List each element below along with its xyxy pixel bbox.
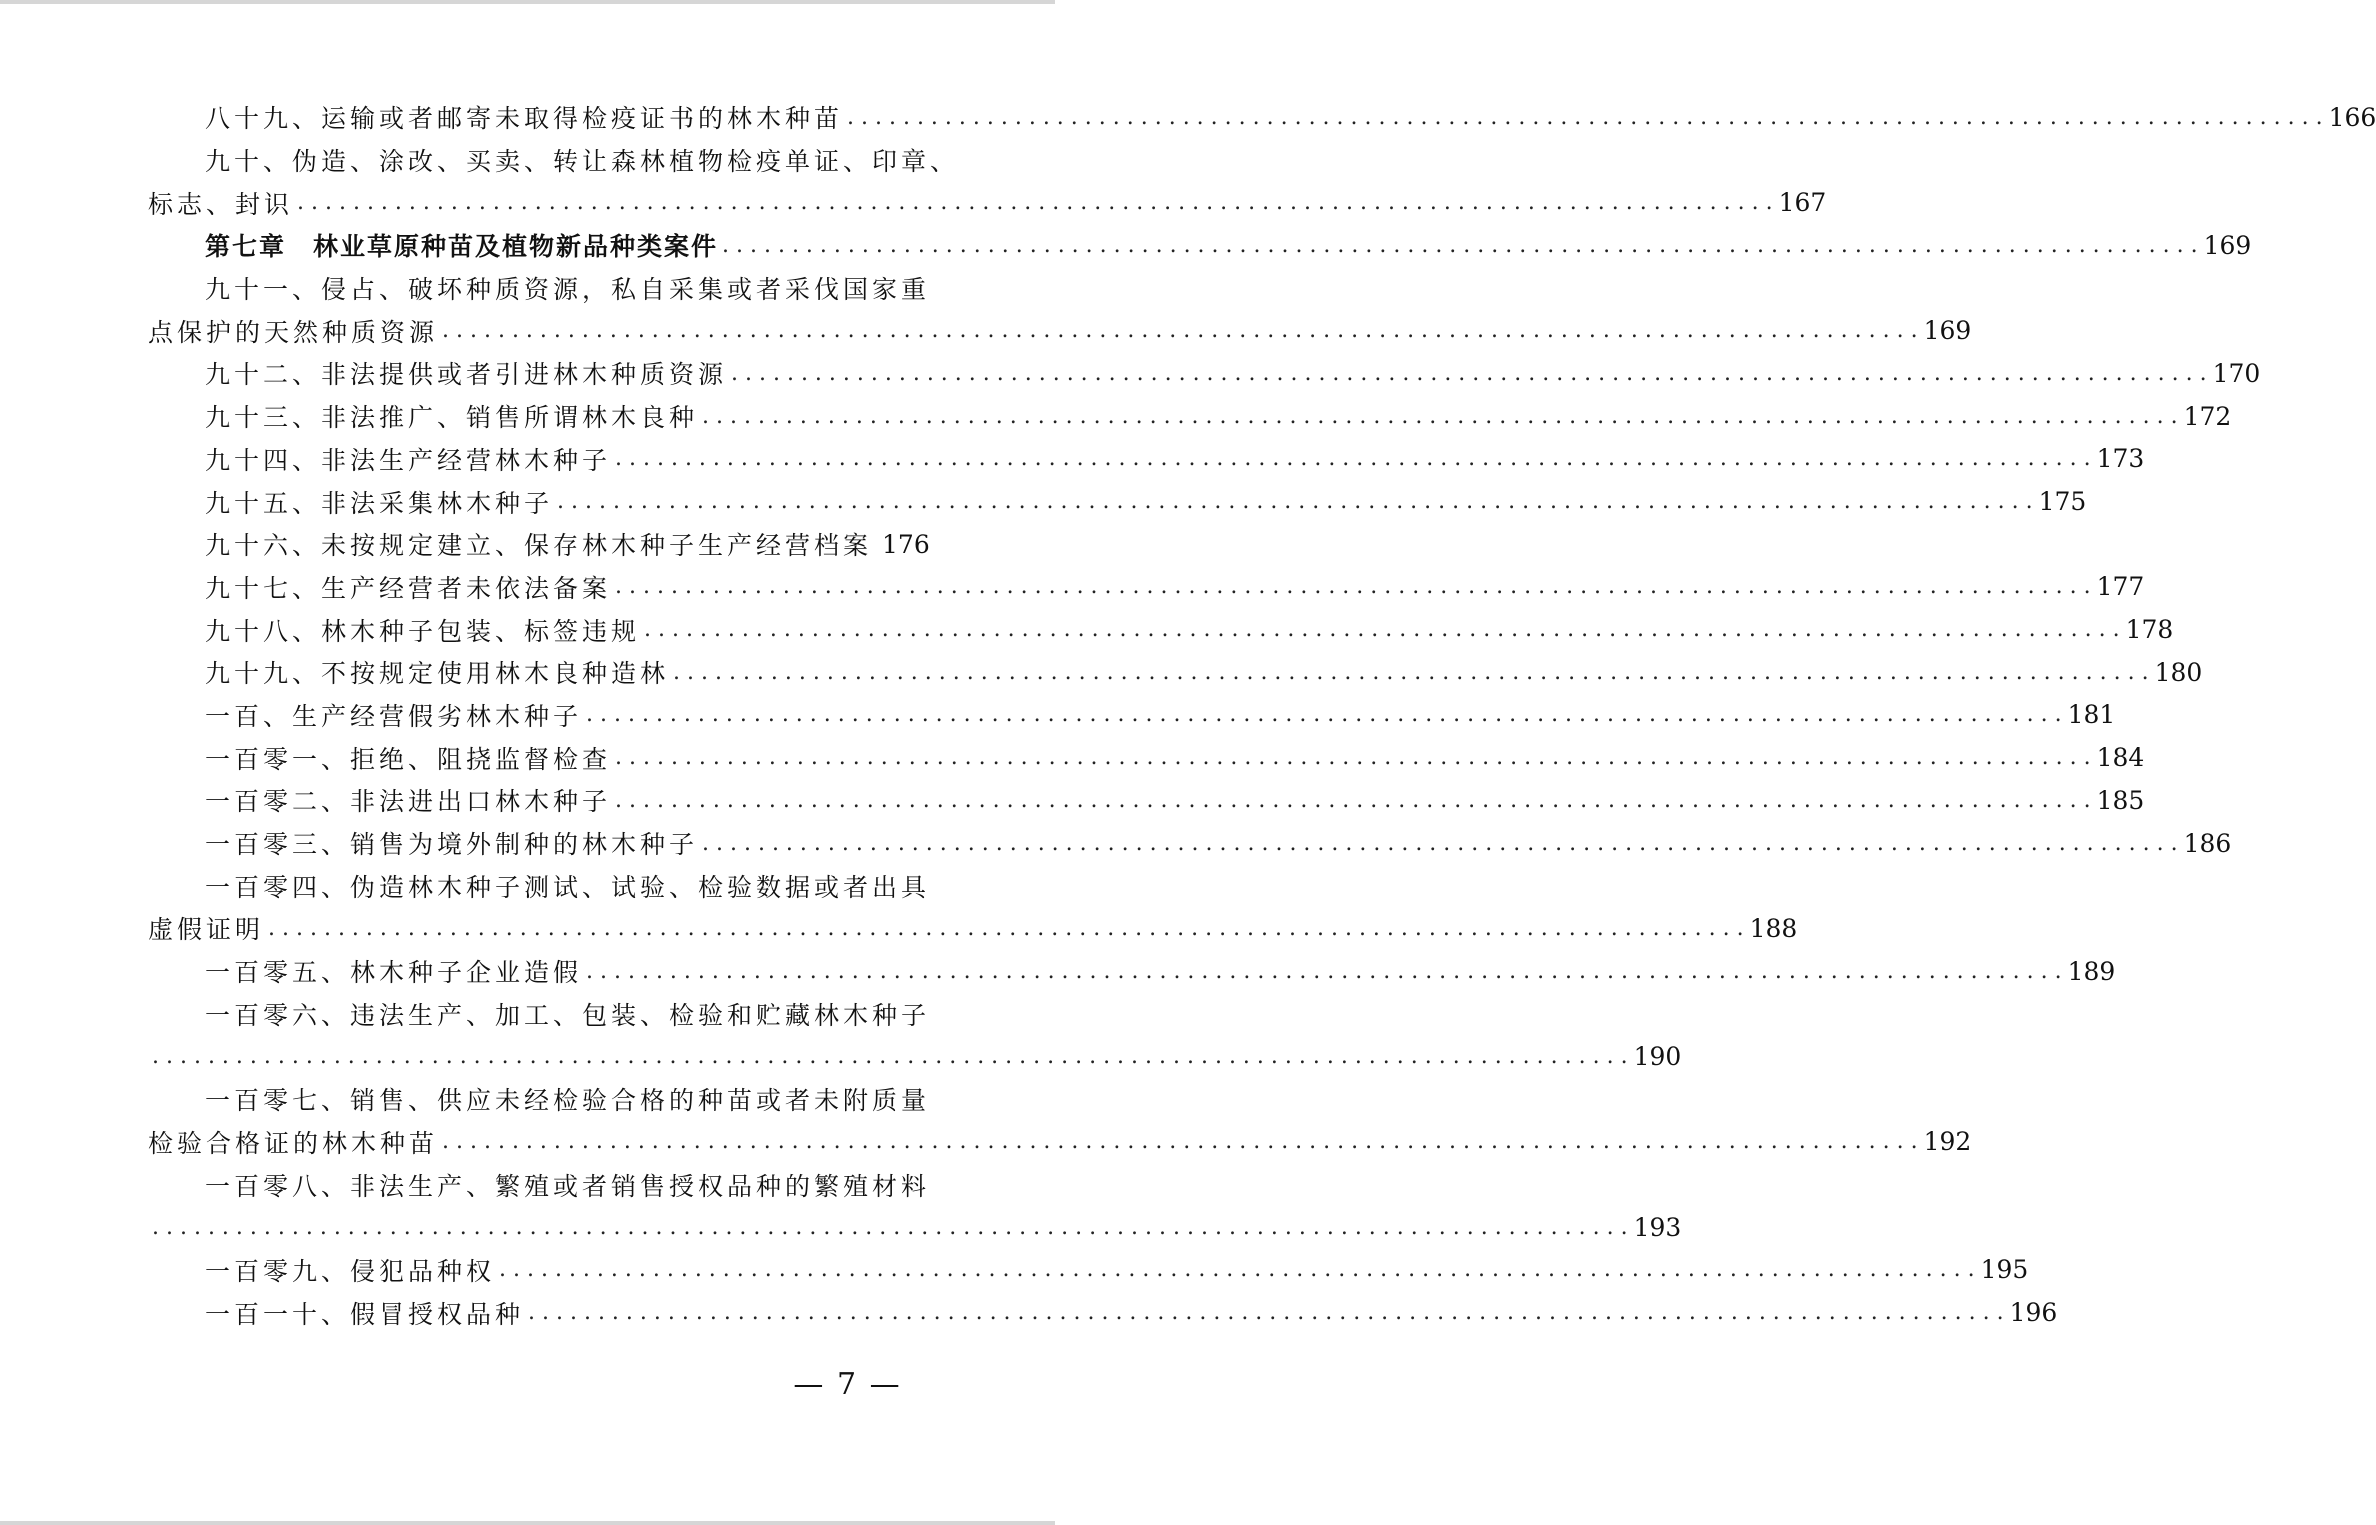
toc-entry-title: 一百零四、伪造林木种子测试、试验、检验数据或者出具: [205, 872, 931, 902]
toc-entry-page: 166: [2328, 102, 2376, 132]
leader-dots: [557, 489, 2033, 514]
toc-entry-page: 186: [2183, 828, 2232, 858]
toc-entry-title: 一百零一、拒绝、阻挠监督检查: [205, 744, 612, 774]
toc-entry-page: 175: [2038, 487, 2087, 517]
toc-entry[interactable]: [148, 480, 2087, 523]
toc-entry-page: 192: [1923, 1127, 1972, 1157]
toc-entry-page: 178: [2125, 615, 2174, 645]
toc-entry-page: 172: [2183, 401, 2232, 431]
toc-entry-page: 177: [2096, 572, 2145, 602]
page-number: — 7 —: [793, 1367, 902, 1402]
leader-dots: [152, 1044, 1628, 1069]
toc-entry[interactable]: [148, 950, 2116, 993]
leader-dots: [615, 788, 2091, 813]
toc-entry-title: 一百零七、销售、供应未经检验合格的种苗或者未附质量: [205, 1086, 931, 1116]
toc-entry-title: 一百、生产经营假劣林木种子: [205, 701, 583, 731]
table-of-contents: [148, 96, 2376, 1334]
toc-entry-page: 196: [2009, 1298, 2058, 1328]
leader-dots: [152, 1215, 1628, 1240]
leader-dots: [847, 105, 2323, 130]
toc-entry[interactable]: [148, 267, 931, 310]
toc-entry-page: 167: [1778, 188, 1827, 218]
toc-entry-title: 九十四、非法生产经营林木种子: [205, 445, 612, 475]
leader-dots: [615, 446, 2091, 471]
toc-entry-title: 一百零八、非法生产、繁殖或者销售授权品种的繁殖材料: [205, 1171, 931, 1201]
leader-dots: [722, 233, 2198, 258]
toc-entry[interactable]: [148, 1078, 931, 1121]
leader-dots: [615, 745, 2091, 770]
toc-entry[interactable]: [148, 779, 2145, 822]
toc-entry-page: 185: [2096, 785, 2145, 815]
leader-dots: [615, 574, 2091, 599]
toc-entry-title: 九十六、未按规定建立、保存林木种子生产经营档案: [205, 531, 873, 561]
toc-entry-title: 九十九、不按规定使用林木良种造林: [205, 659, 670, 689]
leader-dots: [731, 361, 2207, 386]
toc-entry[interactable]: [148, 139, 960, 182]
toc-entry[interactable]: [148, 352, 2261, 395]
toc-entry-page: 169: [2203, 230, 2252, 260]
toc-entry[interactable]: [148, 1249, 2029, 1292]
toc-entry-page: 193: [1633, 1212, 1682, 1242]
toc-entry-page: 169: [1923, 316, 1972, 346]
toc-entry-title-cont: 虚假证明: [148, 915, 265, 945]
toc-entry-page: 176: [882, 529, 930, 559]
toc-entry-title: 八十九、运输或者邮寄未取得检疫证书的林木种苗: [205, 104, 844, 134]
toc-entry[interactable]: [148, 992, 931, 1035]
toc-entry-continuation[interactable]: [148, 907, 1798, 950]
toc-entry-page: 180: [2154, 657, 2203, 687]
toc-entry-title: 九十七、生产经营者未依法备案: [205, 573, 612, 603]
toc-entry-title: 一百零二、非法进出口林木种子: [205, 787, 612, 817]
toc-entry-title: 九十八、林木种子包装、标签违规: [205, 616, 641, 646]
leader-dots: [442, 1129, 1918, 1154]
toc-entry-title: 一百零五、林木种子企业造假: [205, 958, 583, 988]
toc-entry-title: 九十三、非法推广、销售所谓林木良种: [205, 403, 699, 433]
toc-entry[interactable]: [148, 608, 2174, 651]
leader-dots: [644, 617, 2120, 642]
toc-entry-continuation[interactable]: [148, 181, 1827, 224]
leader-dots: [586, 959, 2062, 984]
toc-entry-continuation[interactable]: [148, 1121, 1972, 1164]
toc-entry[interactable]: [148, 523, 930, 566]
page-top-edge: [0, 0, 1055, 4]
toc-entry-title-cont: 检验合格证的林木种苗: [148, 1128, 439, 1158]
toc-entry-page: 173: [2096, 444, 2145, 474]
toc-entry-title: 一百零九、侵犯品种权: [205, 1256, 496, 1286]
toc-entry[interactable]: [148, 438, 2145, 481]
toc-entry-page: 170: [2212, 358, 2261, 388]
toc-entry[interactable]: [148, 1163, 931, 1206]
toc-entry-page: 195: [1980, 1255, 2029, 1285]
toc-entry-page: 184: [2096, 743, 2145, 773]
toc-entry-title: 九十、伪造、涂改、买卖、转让森林植物检疫单证、印章、: [205, 147, 960, 177]
toc-entry[interactable]: [148, 651, 2203, 694]
toc-entry[interactable]: [148, 736, 2145, 779]
toc-entry[interactable]: [148, 566, 2145, 609]
toc-entry-title: 九十一、侵占、破坏种质资源，私自采集或者采伐国家重: [205, 275, 931, 305]
leader-dots: [268, 916, 1744, 941]
toc-entry-title-cont: 标志、封识: [148, 189, 294, 219]
leader-dots: [702, 831, 2178, 856]
toc-chapter-heading[interactable]: [148, 224, 2252, 267]
toc-entry[interactable]: [148, 694, 2116, 737]
leader-dots: [297, 190, 1773, 215]
toc-entry-page: 190: [1633, 1041, 1682, 1071]
toc-entry-title: 一百零三、销售为境外制种的林木种子: [205, 830, 699, 860]
toc-entry-title: 一百一十、假冒授权品种: [205, 1299, 525, 1329]
toc-entry-continuation[interactable]: [148, 1035, 1682, 1078]
toc-entry-continuation[interactable]: [148, 1206, 1682, 1249]
toc-entry[interactable]: [148, 864, 931, 907]
toc-entry[interactable]: [148, 822, 2232, 865]
leader-dots: [528, 1300, 2004, 1325]
leader-dots: [499, 1257, 1975, 1282]
toc-entry[interactable]: [148, 395, 2232, 438]
toc-entry-page: 188: [1749, 913, 1798, 943]
toc-entry-continuation[interactable]: [148, 309, 1972, 352]
toc-entry-title: 九十五、非法采集林木种子: [205, 488, 554, 518]
leader-dots: [673, 660, 2149, 685]
toc-entry[interactable]: [148, 96, 2376, 139]
toc-entry-title-cont: 点保护的天然种质资源: [148, 317, 439, 347]
leader-dots: [442, 318, 1918, 343]
chapter-title: 第七章 林业草原种苗及植物新品种类案件: [205, 232, 719, 262]
toc-entry-page: 181: [2067, 700, 2116, 730]
toc-entry[interactable]: [148, 1291, 2058, 1334]
page-bottom-edge: [0, 1521, 1055, 1525]
toc-entry-title: 一百零六、违法生产、加工、包装、检验和贮藏林木种子: [205, 1000, 931, 1030]
toc-entry-title: 九十二、非法提供或者引进林木种质资源: [205, 360, 728, 390]
leader-dots: [586, 702, 2062, 727]
leader-dots: [702, 404, 2178, 429]
toc-entry-page: 189: [2067, 956, 2116, 986]
